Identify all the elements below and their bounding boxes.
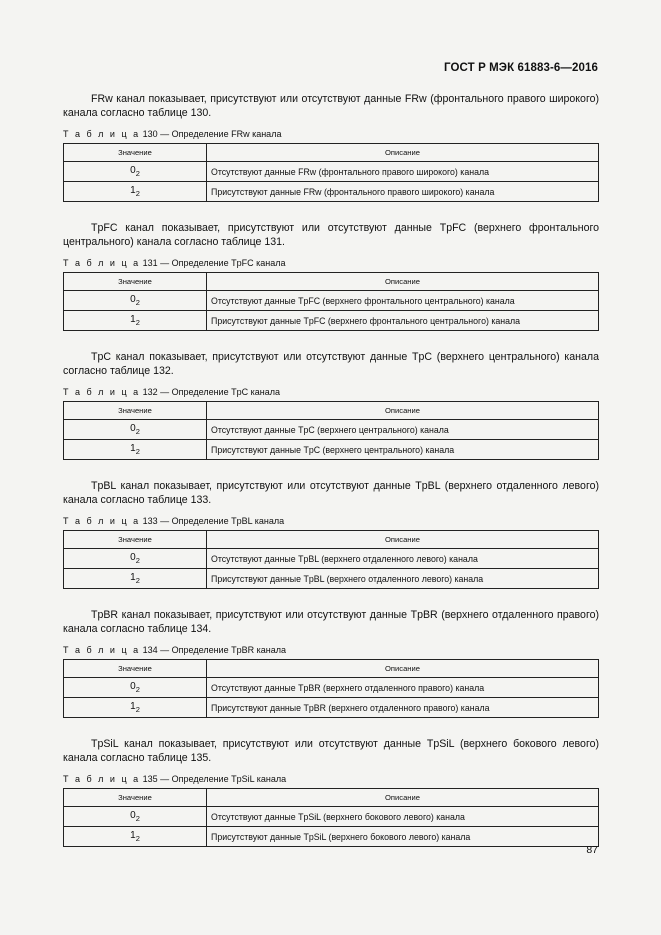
bit-base: 2 [135, 814, 140, 823]
table-row [64, 440, 599, 460]
value-cell [64, 807, 207, 827]
description-cell: Отсутствуют данные FRw (фронтального правого широкого) канала [207, 162, 599, 182]
description-cell: Присутствуют данные TpSiL (верхнего бокового левого) канала [207, 827, 599, 847]
column-header-value: Значение [64, 273, 207, 291]
description-cell: Присутствуют данные TpBL (верхнего отдаленного левого) канала [207, 569, 599, 589]
table-caption [63, 129, 599, 139]
bit-value: 1 [130, 572, 136, 583]
table-caption [63, 774, 599, 784]
description-cell: Присутствуют данные TpFC (верхнего фронтального центрального) канала [207, 311, 599, 331]
table-caption-label: Т а б л и ц а [63, 645, 141, 655]
value-cell [64, 569, 207, 589]
table-section [63, 221, 599, 331]
table-section [63, 608, 599, 718]
table-header-row [64, 273, 599, 291]
column-header-description: Описание [207, 402, 599, 420]
section-paragraph: FRw канал показывает, присутствуют или отсутствуют данные FRw (фронтального правого широкого) канала согласно таблице 130. [63, 93, 599, 119]
description-cell: Отсутствуют данные TpSiL (верхнего бокового левого) канала [207, 807, 599, 827]
table-caption [63, 387, 599, 397]
table-section [63, 350, 599, 460]
table-header-row [64, 789, 599, 807]
bit-value: 1 [130, 314, 136, 325]
table-number: 133 [142, 516, 158, 526]
table-title: — Определение TpFC канала [160, 258, 286, 268]
column-header-value: Значение [64, 402, 207, 420]
value-cell [64, 678, 207, 698]
column-header-value: Значение [64, 144, 207, 162]
table-row [64, 698, 599, 718]
table-title: — Определение FRw канала [160, 129, 282, 139]
table-number: 135 [142, 774, 158, 784]
table-section [63, 479, 599, 589]
bit-base: 2 [135, 169, 140, 178]
definition-table [63, 530, 599, 589]
document-body [63, 92, 599, 866]
definition-table [63, 272, 599, 331]
value-cell [64, 291, 207, 311]
description-cell: Присутствуют данные TpC (верхнего центрального) канала [207, 440, 599, 460]
table-number: 134 [142, 645, 158, 655]
bit-value: 0 [130, 681, 136, 692]
bit-base: 2 [135, 298, 140, 307]
bit-base: 2 [135, 576, 140, 585]
bit-base: 2 [135, 556, 140, 565]
table-caption-label: Т а б л и ц а [63, 258, 141, 268]
column-header-description: Описание [207, 531, 599, 549]
value-cell [64, 311, 207, 331]
column-header-value: Значение [64, 531, 207, 549]
table-number: 132 [142, 387, 158, 397]
bit-value: 0 [130, 552, 136, 563]
bit-value: 1 [130, 701, 136, 712]
value-cell [64, 182, 207, 202]
bit-value: 1 [130, 185, 136, 196]
table-row [64, 420, 599, 440]
table-row [64, 827, 599, 847]
value-cell [64, 549, 207, 569]
section-paragraph: TpC канал показывает, присутствуют или отсутствуют данные TpC (верхнего центрального) канала согласно таблице 132. [63, 351, 599, 377]
column-header-value: Значение [64, 660, 207, 678]
section-paragraph: TpBL канал показывает, присутствуют или отсутствуют данные TpBL (верхнего отдаленного левого) канала согласно таблице 133. [63, 480, 599, 506]
table-title: — Определение TpC канала [160, 387, 280, 397]
value-cell [64, 440, 207, 460]
table-row [64, 569, 599, 589]
value-cell [64, 698, 207, 718]
bit-value: 1 [130, 443, 136, 454]
bit-base: 2 [135, 447, 140, 456]
bit-value: 0 [130, 294, 136, 305]
table-row [64, 311, 599, 331]
bit-base: 2 [135, 318, 140, 327]
section-paragraph: TpBR канал показывает, присутствуют или отсутствуют данные TpBR (верхнего отдаленного правого) канала согласно таблице 134. [63, 609, 599, 635]
page-number: 87 [586, 844, 598, 856]
table-header-row [64, 144, 599, 162]
table-row [64, 678, 599, 698]
table-caption-label: Т а б л и ц а [63, 774, 141, 784]
table-section [63, 92, 599, 202]
table-row [64, 162, 599, 182]
bit-base: 2 [135, 427, 140, 436]
table-caption [63, 516, 599, 526]
table-caption-label: Т а б л и ц а [63, 516, 141, 526]
table-caption-label: Т а б л и ц а [63, 129, 141, 139]
section-paragraph: TpSiL канал показывает, присутствуют или отсутствуют данные TpSiL (верхнего бокового левого) канала согласно таблице 135. [63, 738, 599, 764]
table-caption-label: Т а б л и ц а [63, 387, 141, 397]
table-row [64, 182, 599, 202]
table-number: 131 [142, 258, 158, 268]
table-header-row [64, 660, 599, 678]
table-row [64, 549, 599, 569]
column-header-description: Описание [207, 660, 599, 678]
table-header-row [64, 531, 599, 549]
bit-value: 1 [130, 830, 136, 841]
bit-base: 2 [135, 834, 140, 843]
table-row [64, 291, 599, 311]
table-row [64, 807, 599, 827]
table-title: — Определение TpBL канала [160, 516, 285, 526]
definition-table [63, 659, 599, 718]
bit-base: 2 [135, 705, 140, 714]
description-cell: Отсутствуют данные TpFC (верхнего фронтального центрального) канала [207, 291, 599, 311]
document-header: ГОСТ Р МЭК 61883-6—2016 [444, 62, 598, 74]
description-cell: Отсутствуют данные TpBR (верхнего отдаленного правого) канала [207, 678, 599, 698]
definition-table [63, 143, 599, 202]
description-cell: Присутствуют данные TpBR (верхнего отдаленного правого) канала [207, 698, 599, 718]
definition-table [63, 401, 599, 460]
description-cell: Отсутствуют данные TpBL (верхнего отдаленного левого) канала [207, 549, 599, 569]
bit-value: 0 [130, 810, 136, 821]
column-header-value: Значение [64, 789, 207, 807]
bit-base: 2 [135, 189, 140, 198]
table-header-row [64, 402, 599, 420]
column-header-description: Описание [207, 273, 599, 291]
table-title: — Определение TpBR канала [160, 645, 286, 655]
bit-value: 0 [130, 423, 136, 434]
table-title: — Определение TpSiL канала [160, 774, 287, 784]
table-caption [63, 645, 599, 655]
bit-base: 2 [135, 685, 140, 694]
table-caption [63, 258, 599, 268]
description-cell: Присутствуют данные FRw (фронтального правого широкого) канала [207, 182, 599, 202]
value-cell [64, 420, 207, 440]
section-paragraph: TpFC канал показывает, присутствуют или отсутствуют данные TpFC (верхнего фронтального центрального) канала согласно таблице 131. [63, 222, 599, 248]
table-section [63, 737, 599, 847]
description-cell: Отсутствуют данные TpC (верхнего центрального) канала [207, 420, 599, 440]
column-header-description: Описание [207, 789, 599, 807]
value-cell [64, 162, 207, 182]
definition-table [63, 788, 599, 847]
value-cell [64, 827, 207, 847]
bit-value: 0 [130, 165, 136, 176]
table-number: 130 [142, 129, 158, 139]
column-header-description: Описание [207, 144, 599, 162]
